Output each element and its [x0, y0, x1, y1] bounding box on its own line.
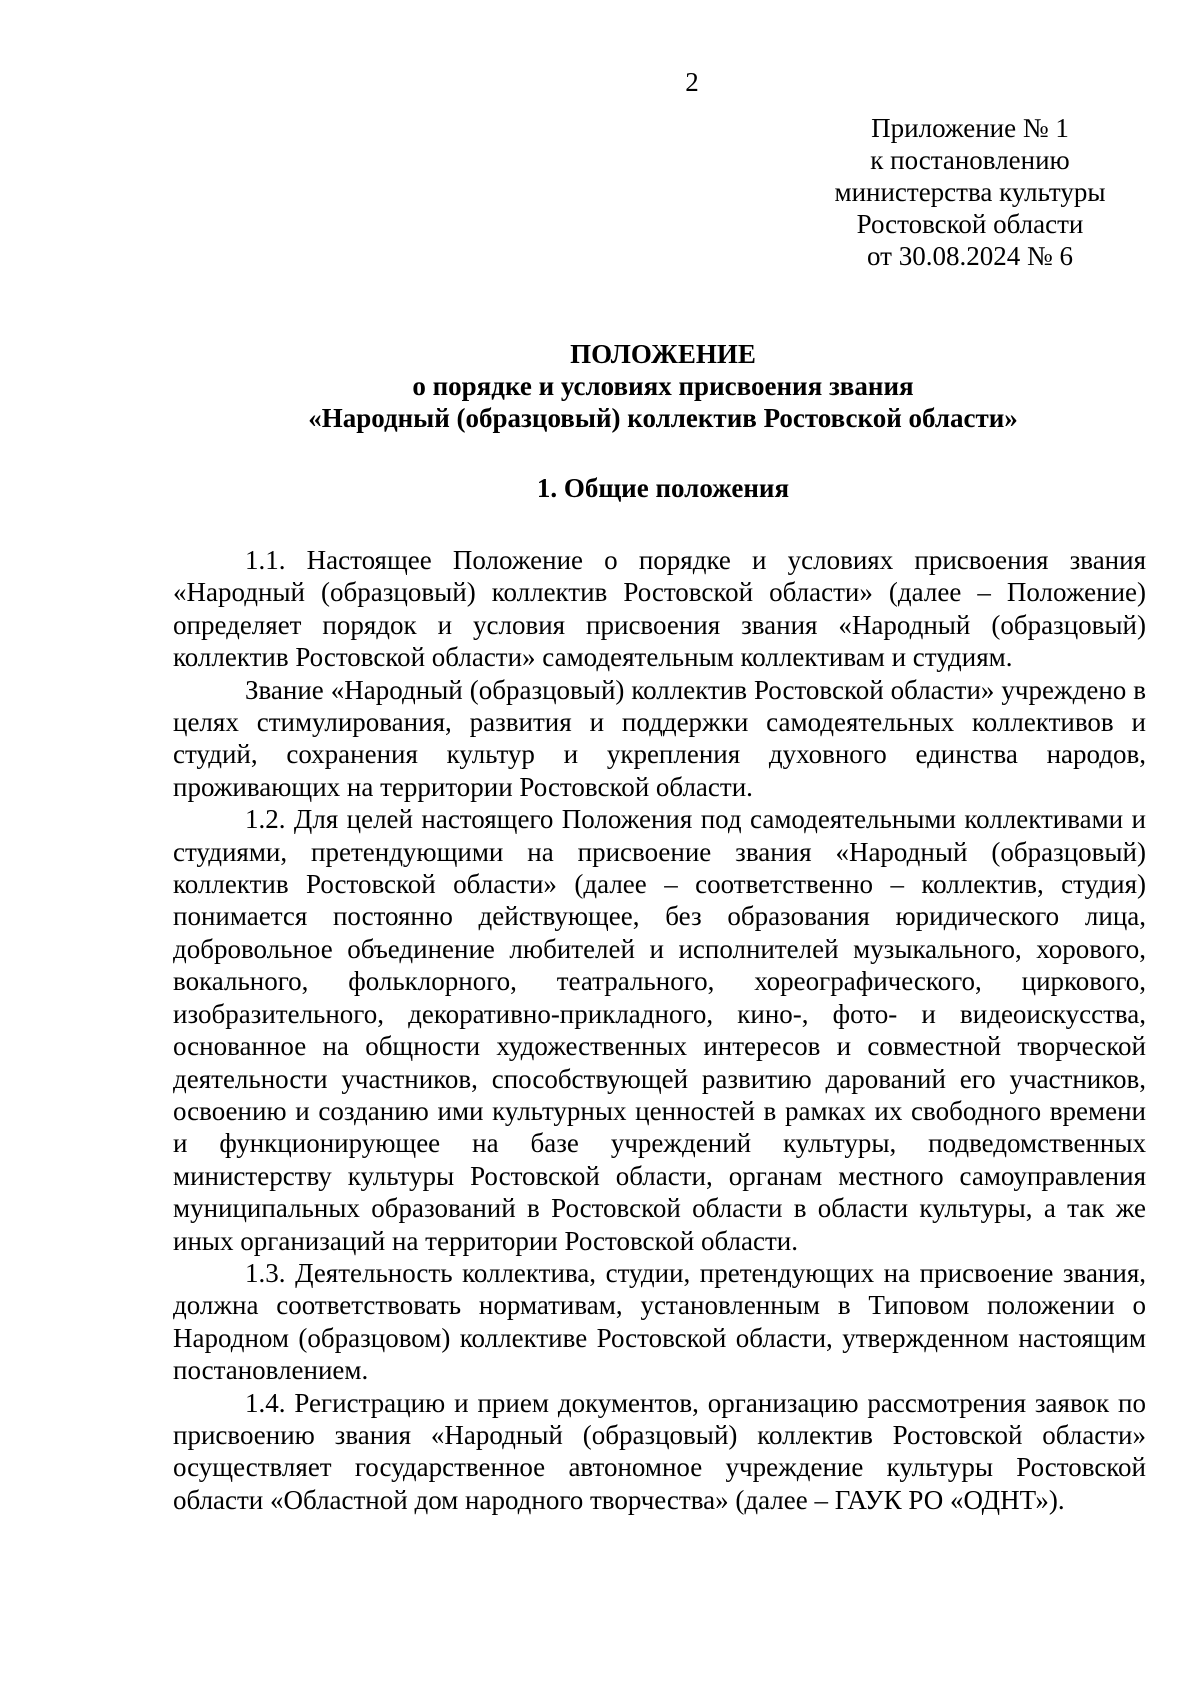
appendix-line: министерства культуры	[834, 177, 1106, 207]
title-subtitle: о порядке и условиях присвоения звания	[412, 371, 914, 401]
appendix-line: к постановлению	[870, 145, 1070, 175]
document-body	[173, 544, 1146, 1516]
appendix-line: от 30.08.2024 № 6	[867, 241, 1073, 271]
title-heading: ПОЛОЖЕНИЕ	[570, 339, 756, 369]
section-title: 1. Общие положения	[536, 473, 790, 503]
paragraph: Звание «Народный (образцовый) коллектив Ростовской области» учреждено в целях стимулирования, развития и поддержки самодеятельных коллективов и студий, сохранения культур и укрепления духовного единства народов, проживающих на территории Ростовской области.	[173, 674, 1146, 802]
paragraph: 1.1. Настоящее Положение о порядке и условиях присвоения звания «Народный (образцовый) коллектив Ростовской области» (далее – Положение) определяет порядок и условия присвоения звания «Народный (образцовый) коллектив Ростовской области» самодеятельным коллективам и студиям.	[173, 545, 1146, 673]
appendix-line: Приложение № 1	[871, 113, 1069, 143]
title-subtitle: «Народный (образцовый) коллектив Ростовской области»	[308, 403, 1018, 433]
document-title	[173, 338, 1153, 434]
paragraph: 1.2. Для целей настоящего Положения под самодеятельными коллективами и студиями, претендующими на присвоение звания «Народный (образцовый) коллектив Ростовской области» (далее – соответственно – коллектив, студия) понимается постоянно действующее, без образования юридического лица, добровольное объединение любителей и исполнителей музыкального, хорового, вокального, фольклорного, театрального, хореографического, циркового, изобразительного, декоративно-прикладного, кино-, фото- и видеоискусства, основанное на общности художественных интересов и совместной творческой деятельности участников, способствующей развитию дарований его участников, освоению и созданию ими культурных ценностей в рамках их свободного времени и функционирующее на базе учреждений культуры, подведомственных министерству культуры Ростовской области, органам местного самоуправления муниципальных образований в Ростовской области в области культуры, а так же иных организаций на территории Ростовской области.	[173, 804, 1146, 1256]
paragraph: 1.3. Деятельность коллектива, студии, претендующих на присвоение звания, должна соответствовать нормативам, установленным в Типовом положении о Народном (образцовом) коллективе Ростовской области, утвержденном настоящим постановлением.	[173, 1257, 1146, 1386]
paragraph: 1.4. Регистрацию и прием документов, организацию рассмотрения заявок по присвоению звания «Народный (образцовый) коллектив Ростовской области» осуществляет государственное автономное учреждение культуры Ростовской области «Областной дом народного творчества» (далее – ГАУК РО «ОДНТ»).	[173, 1387, 1146, 1515]
page-number: 2	[685, 67, 699, 97]
appendix-header	[820, 112, 1120, 272]
appendix-line: Ростовской области	[856, 209, 1084, 239]
